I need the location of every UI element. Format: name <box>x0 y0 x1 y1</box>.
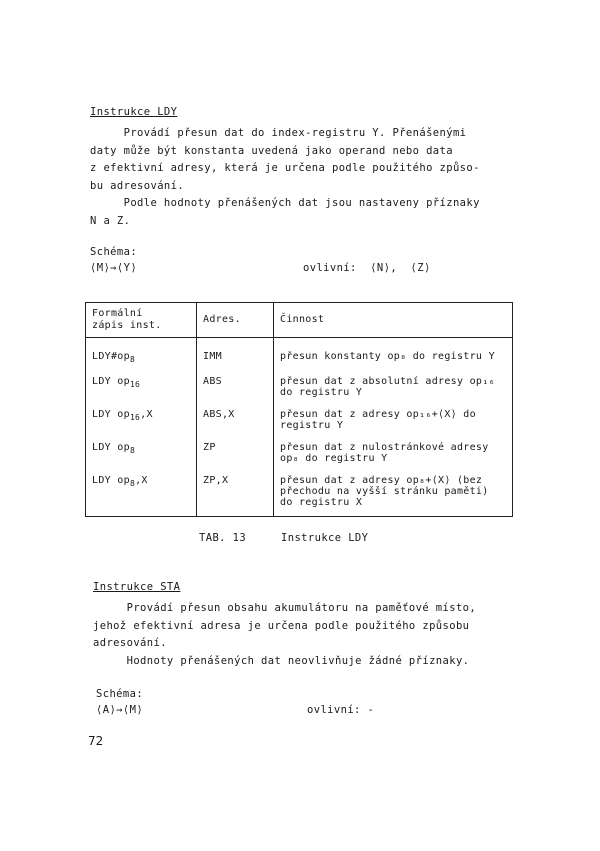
mode-cell: IMM <box>197 338 274 366</box>
notation-text: LDY op <box>92 475 130 486</box>
paragraph-line: N a Z. <box>90 214 131 227</box>
activity-line: do registru Y <box>280 387 363 398</box>
notation-text: LDY op <box>92 376 130 387</box>
schema-formula: ⟨M⟩→⟨Y⟩ <box>90 262 138 274</box>
table-row <box>86 464 513 517</box>
activity-line: registru Y <box>280 420 344 431</box>
activity-line: přechodu na vyšší stránku paměti) <box>280 486 489 497</box>
paragraph-line: z efektivní adresy, která je určena podle použitého způso- <box>90 162 480 174</box>
sta-description <box>93 600 476 670</box>
table-row <box>86 338 513 366</box>
notation-cell <box>86 398 197 431</box>
activity-cell <box>274 431 513 464</box>
page-number: 72 <box>88 734 104 748</box>
affects-flags: ovlivní: - <box>307 704 375 716</box>
notation-text: LDY op <box>92 409 130 420</box>
paragraph-line: Provádí přesun dat do index-registru Y. Přenášenými <box>90 127 467 139</box>
mode-cell: ABS <box>197 365 274 398</box>
paragraph-line: Provádí přesun obsahu akumulátoru na paměťové místo, <box>93 602 477 614</box>
affects-flags: ovlivní: ⟨N⟩, ⟨Z⟩ <box>303 262 431 274</box>
table-caption-title: Instrukce LDY <box>281 532 369 544</box>
table-row <box>86 365 513 398</box>
header-mode: Adres. <box>197 303 274 338</box>
activity-line: op₈ do registru Y <box>280 453 388 464</box>
activity-cell <box>274 365 513 398</box>
instruction-table <box>85 302 513 517</box>
paragraph-line: Podle hodnoty přenášených dat jsou nastaveny příznaky <box>90 197 480 209</box>
activity-cell <box>274 338 513 366</box>
notation-subscript: 8 <box>129 355 136 364</box>
schema-label: Schéma: <box>90 246 138 258</box>
table-row <box>86 398 513 431</box>
mode-cell: ZP <box>197 431 274 464</box>
activity-line: přesun konstanty op₈ do registru Y <box>280 351 495 362</box>
notation-subscript: 16 <box>129 413 141 422</box>
table-row <box>86 431 513 464</box>
notation-subscript: 8 <box>129 479 136 488</box>
header-notation-line2: zápis inst. <box>92 320 162 331</box>
activity-cell <box>274 398 513 431</box>
paragraph-line: Hodnoty přenášených dat neovlivňuje žádné příznaky. <box>93 654 470 667</box>
notation-cell <box>86 365 197 398</box>
activity-line: do registru X <box>280 497 363 508</box>
section-heading-ldy: Instrukce LDY <box>90 106 178 118</box>
notation-text: LDY#op <box>92 351 130 362</box>
header-activity: Činnost <box>274 303 513 338</box>
table-caption-number: TAB. 13 <box>199 532 247 544</box>
notation-cell <box>86 431 197 464</box>
mode-cell: ABS,X <box>197 398 274 431</box>
activity-line: přesun dat z adresy op₈+⟨X⟩ (bez <box>280 475 483 486</box>
section-heading-sta: Instrukce STA <box>93 581 181 593</box>
table-header-row <box>86 303 513 338</box>
header-notation-line1: Formální <box>92 308 143 319</box>
paragraph-line: jehož efektivní adresa je určena podle použitého způsobu <box>93 619 470 632</box>
paragraph-line: bu adresování. <box>90 179 185 192</box>
ldy-description <box>90 125 480 230</box>
paragraph-line: daty může být konstanta uvedená jako operand nebo data <box>90 144 453 157</box>
schema-formula: ⟨A⟩→⟨M⟩ <box>96 704 144 716</box>
activity-cell <box>274 464 513 517</box>
notation-text: LDY op <box>92 442 130 453</box>
paragraph-line: adresování. <box>93 637 167 649</box>
header-notation <box>86 303 197 338</box>
notation-subscript: 8 <box>129 446 136 455</box>
schema-label: Schéma: <box>96 688 144 700</box>
notation-suffix: ,X <box>135 475 148 486</box>
notation-subscript: 16 <box>129 380 141 389</box>
activity-line: přesun dat z nulostránkové adresy <box>280 442 489 453</box>
activity-line: přesun dat z absolutní adresy op₁₆ <box>280 376 495 387</box>
mode-cell: ZP,X <box>197 464 274 517</box>
activity-line: přesun dat z adresy op₁₆+⟨X⟩ do <box>280 409 476 420</box>
notation-cell <box>86 464 197 517</box>
notation-suffix: ,X <box>140 409 153 420</box>
notation-cell <box>86 338 197 366</box>
